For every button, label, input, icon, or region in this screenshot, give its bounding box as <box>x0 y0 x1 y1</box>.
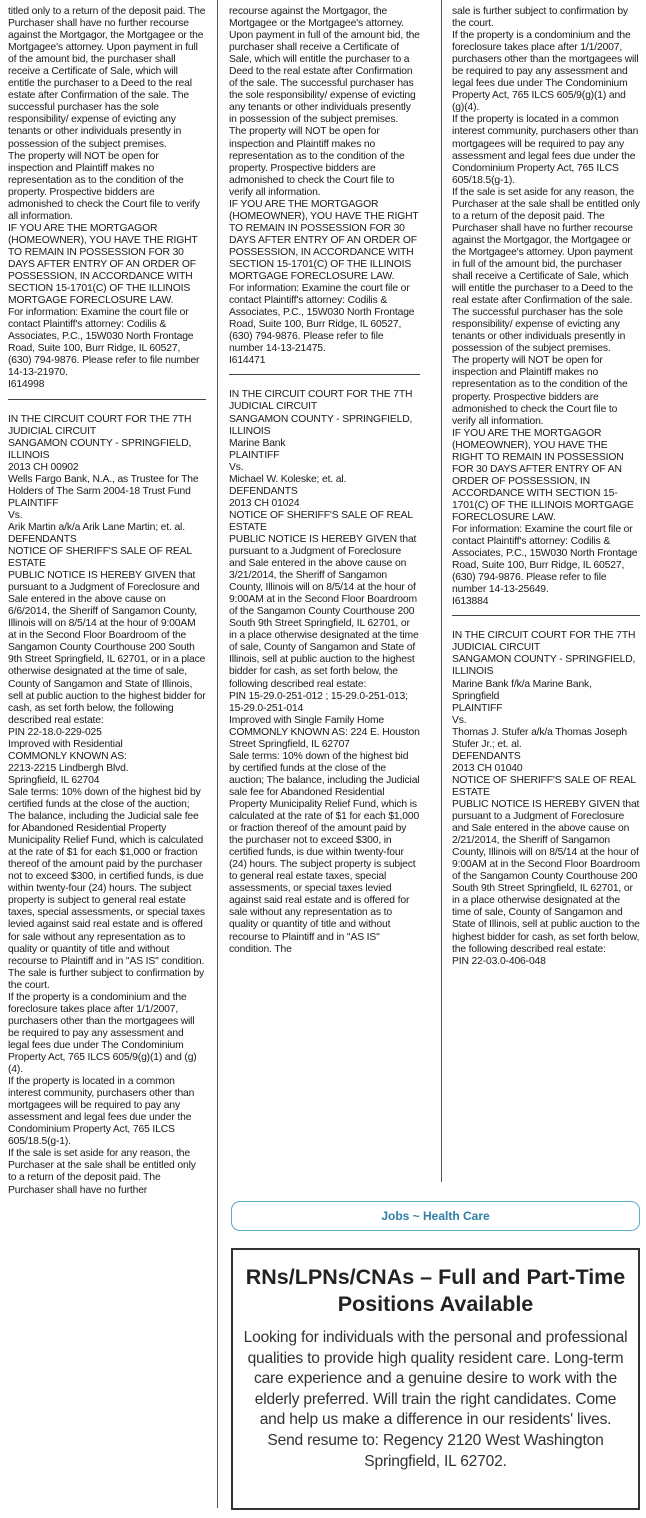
notice-paragraph: PIN 22-03.0-406-048 <box>452 955 546 967</box>
notice-paragraph: COMMONLY KNOWN AS: 224 E. Houston Street Springfield, IL 62707 <box>229 726 420 750</box>
notice-paragraph: titled only to a return of the deposit paid. The Purchaser shall have no further recourse against the Mortgagor, the Mortgagee or the Mortgagee's attorney. Upon payment in full of the amount bid, the purchaser shall receive a Certificate of Sale, which will entitle the purchaser to a Deed to the real estate after Confirmation of the sale. The successful purchaser has the sole responsibility/ expense of evicting any tenants or other individuals presently in possession of the subject premises. <box>8 6 206 150</box>
notice-paragraph: 2013 CH 00902 <box>8 461 79 473</box>
notice-paragraph: PIN 15-29.0-251-012 ; 15-29.0-251-013; 15-29.0-251-014 <box>229 690 408 714</box>
section-banner <box>231 1201 640 1231</box>
notice-paragraph: If the property is a condominium and the foreclosure takes place after 1/1/2007, purchasers other than the mortgagees will be required to pay any assessment and legal fees due under The Condominium Property Act, 765 ILCS 605/9(g)(1) and (g)(4). <box>452 30 639 114</box>
notice-paragraph: PLAINTIFF <box>8 497 59 509</box>
notice-paragraph: NOTICE OF SHERIFF'S SALE OF REAL ESTATE <box>452 774 636 798</box>
notice-paragraph: Sale terms: 10% down of the highest bid by certified funds at the close of the auction; The balance, including the Judicial sale fee for Abandoned Residential Property Municipality Relief Fund, which is calculated at the rate of $1 for each $1,000 or fraction thereof of the amount paid by the purchaser not to exceed $300, in certified funds, is due within twenty-four (24) hours. The subject property is subject to general real estate taxes, special assessments, or special taxes levied against said real estate and is offered for sale without any representation as to quality or quantity of title and without recourse to Plaintiff and in "AS IS" condition. The sale is further subject to confirmation by the court. <box>8 786 205 991</box>
notice-id: I613884 <box>452 596 489 608</box>
notice-paragraph: NOTICE OF SHERIFF'S SALE OF REAL ESTATE <box>8 546 192 570</box>
notice-paragraph: recourse against the Mortgagor, the Mortgagee or the Mortgagee's attorney. Upon payment in full of the amount bid, the purchaser shall receive a Certificate of Sale, which will entitle the purchaser to a Deed to the real estate after Confirmation of the sale. The successful purchaser has the sole responsibility/ expense of evicting any tenants or other individuals presently in possession of the subject premises. <box>229 6 420 126</box>
notice-paragraph: Thomas J. Stufer a/k/a Thomas Joseph Stufer Jr.; et. al. <box>452 726 627 750</box>
notice-paragraph: Arik Martin a/k/a Arik Lane Martin; et. al. <box>8 521 185 533</box>
legal-notice <box>229 389 420 955</box>
column-divider <box>217 0 218 1508</box>
notice-paragraph: If the property is a condominium and the foreclosure takes place after 1/1/2007, purchasers other than the mortgagees will be required to pay any assessment and legal fees due under The Condominium Property Act, 765 ILCS 605/9(g)(1) and (g)(4). <box>8 991 197 1076</box>
notice-paragraph: For information: Examine the court file or contact Plaintiff's attorney: Codilis & Associates, P.C., 15W030 North Frontage Road, Suite 100, Burr Ridge, IL 60527, (630) 794-9876. Please refer to file number 14-13-21475. <box>229 283 415 355</box>
notice-paragraph: PUBLIC NOTICE IS HEREBY GIVEN that pursuant to a Judgment of Foreclosure and Sale entered in the above cause on 6/6/2014, the Sheriff of Sangamon County, Illinois will on 8/5/14 at the hour of 9:00AM at in the Second Floor Boardroom of the Sangamon County Courthouse 200 South 9th Street Springfield, IL 62701, or in a place otherwise designated at the time of sale, County of Sangamon and State of Illinois, sell at public auction to the highest bidder for cash, as set forth below, the following described real estate: <box>8 570 206 726</box>
notice-paragraph: DEFENDANTS <box>229 485 298 497</box>
notice-paragraph: DEFENDANTS <box>8 533 77 545</box>
legal-notice-continued <box>8 6 206 392</box>
notice-paragraph: PUBLIC NOTICE IS HEREBY GIVEN that pursuant to a Judgment of Foreclosure and Sale entered in the above cause on 3/21/2014, the Sheriff of Sangamon County, Illinois will on 8/5/14 at the hour of 9:00AM at in the Second Floor Boardroom of the Sangamon County Courthouse 200 South 9th Street Springfield, IL 62701, or in a place otherwise designated at the time of sale, County of Sangamon and State of Illinois, sell at public auction to the highest bidder for cash, as set forth below, the following described real estate: <box>229 533 419 690</box>
notice-paragraph: SANGAMON COUNTY - SPRINGFIELD, ILLINOIS <box>8 437 192 461</box>
notice-paragraph: sale is further subject to confirmation by the court. <box>452 6 628 30</box>
notice-paragraph: PLAINTIFF <box>452 702 503 714</box>
legal-notice-continued <box>229 6 420 367</box>
notice-paragraph: Marine Bank <box>229 437 286 449</box>
notice-paragraph: 2013 CH 01024 <box>229 497 300 509</box>
notice-divider <box>229 374 420 375</box>
notice-paragraph: SANGAMON COUNTY - SPRINGFIELD, ILLINOIS <box>452 654 636 678</box>
notice-paragraph: Sale terms: 10% down of the highest bid by certified funds at the close of the auction; The balance, including the Judicial sale fee for Abandoned Residential Property Municipality Relief Fund, which is calculated at the rate of $1 for each $1,000 or fraction thereof of the amount paid by the purchaser not to exceed $300, in certified funds, is due within twenty-four (24) hours. The subject property is subject to general real estate taxes, special assessments, or special taxes levied against said real estate and is offered for sale without any representation as to quality or quantity of title and without recourse to Plaintiff and in "AS IS" condition. The <box>229 750 420 955</box>
notice-paragraph: PUBLIC NOTICE IS HEREBY GIVEN that pursuant to a Judgment of Foreclosure and Sale entered in the above cause on 2/21/2014, the Sheriff of Sangamon County, Illinois will on 8/5/14 at the hour of 9:00AM at in the Second Floor Boardroom of the Sangamon County Courthouse 200 South 9th Street Springfield, IL 62701, or in a place otherwise designated at the time of sale, County of Sangamon and State of Illinois, sell at public auction to the highest bidder for cash, as set forth below, the following described real estate: <box>452 799 640 955</box>
notice-paragraph: Vs. <box>452 714 467 726</box>
notice-id: I614471 <box>229 355 266 367</box>
notice-id: I614998 <box>8 379 45 391</box>
job-advertisement <box>231 1248 640 1510</box>
notice-paragraph: NOTICE OF SHERIFF'S SALE OF REAL ESTATE <box>229 509 413 533</box>
notice-paragraph: If the sale is set aside for any reason, the Purchaser at the sale shall be entitled only to a return of the deposit paid. The Purchaser shall have no further recourse against the Mortgagor, the Mortgagee or the Mortgagee's attorney. Upon payment in full of the amount bid, the purchaser shall receive a Certificate of Sale, which will entitle the purchaser to a Deed to the real estate after Confirmation of the sale. The successful purchaser has the sole responsibility/ expense of evicting any tenants or other individuals presently in possession of the subject premises. <box>452 186 640 355</box>
notice-paragraph: If the sale is set aside for any reason, the Purchaser at the sale shall be entitled only to a return of the deposit paid. The Purchaser shall have no further <box>8 1148 196 1196</box>
notice-paragraph: IN THE CIRCUIT COURT FOR THE 7TH JUDICIAL CIRCUIT <box>229 389 413 413</box>
notice-divider <box>452 615 640 616</box>
column-3 <box>452 6 640 1178</box>
legal-notice <box>452 630 640 967</box>
notice-paragraph: For information: Examine the court file or contact Plaintiff's attorney: Codilis & Associates, P.C., 15W030 North Frontage Road, Suite 100, Burr Ridge, IL 60527, (630) 794-9876. Please refer to file number 14-13-21970. <box>8 307 200 379</box>
notice-paragraph: Vs. <box>8 509 23 521</box>
notice-paragraph: Vs. <box>229 461 244 473</box>
notice-paragraph: DEFENDANTS <box>452 750 521 762</box>
notice-paragraph: SANGAMON COUNTY - SPRINGFIELD, ILLINOIS <box>229 413 413 437</box>
notice-paragraph: IN THE CIRCUIT COURT FOR THE 7TH JUDICIAL CIRCUIT <box>8 413 192 437</box>
notice-paragraph: COMMONLY KNOWN AS: <box>8 750 127 762</box>
notice-paragraph: 2013 CH 01040 <box>452 762 523 774</box>
column-1 <box>8 6 206 1512</box>
legal-notice-continued <box>452 6 640 608</box>
notice-paragraph: Wells Fargo Bank, N.A., as Trustee for The Holders of The Sarm 2004-18 Trust Fund <box>8 473 199 497</box>
column-divider <box>441 0 442 1182</box>
column-2 <box>229 6 420 1184</box>
notice-divider <box>8 399 206 400</box>
notice-paragraph: IF YOU ARE THE MORTGAGOR (HOMEOWNER), YOU HAVE THE RIGHT TO REMAIN IN POSSESSION FOR 30 DAYS AFTER ENTRY OF AN ORDER OF POSSESSION, IN ACCORDANCE WITH SECTION 15-1701(C) OF THE ILLINOIS MORTGAGE FORECLOSURE LAW. <box>229 198 419 283</box>
notice-paragraph: Michael W. Koleske; et. al. <box>229 473 347 485</box>
notice-paragraph: 2213-2215 Lindbergh Blvd. <box>8 762 129 774</box>
notice-paragraph: For information: Examine the court file or contact Plaintiff's attorney: Codilis & Associates, P.C., 15W030 North Frontage Road, Suite 100, Burr Ridge, IL 60527, (630) 794-9876. Please refer to file number 14-13-25649. <box>452 524 638 596</box>
notice-paragraph: PIN 22-18.0-229-025 <box>8 726 102 738</box>
notice-paragraph: The property will NOT be open for inspection and Plaintiff makes no representation as to the condition of the property. Prospective bidders are admonished to check the Court file to verify all information. <box>452 355 628 427</box>
notice-paragraph: Improved with Residential <box>8 738 123 750</box>
notice-paragraph: PLAINTIFF <box>229 449 280 461</box>
ad-headline: RNs/LPNs/CNAs – Full and Part-Time Positions Available <box>245 1265 626 1316</box>
legal-notice <box>8 414 206 1197</box>
notice-paragraph: Springfield, IL 62704 <box>8 774 100 786</box>
notice-paragraph: If the property is located in a common interest community, purchasers other than mortgagees will be required to pay any assessment and legal fees due under the Condominium Property Act, 765 ILCS 605/18.5(g-1). <box>452 114 639 186</box>
ad-body: Looking for individuals with the personal and professional qualities to provide high quality resident care. Long-term care experience and a genuine desire to work with the elderly preferred. Will train the right candidates. Come and help us make a difference in our residents' lives. Send resume to: Regency 2120 West Washington Springfield, IL 62702. <box>243 1329 628 1470</box>
section-banner-label: Jobs ~ Health Care <box>381 1209 490 1223</box>
notice-paragraph: The property will NOT be open for inspection and Plaintiff makes no representation as to the condition of the property. Prospective bidders are admonished to check the Court file to verify all information. <box>8 150 200 222</box>
notice-paragraph: Improved with Single Family Home <box>229 714 385 726</box>
notice-paragraph: IF YOU ARE THE MORTGAGOR (HOMEOWNER), YOU HAVE THE RIGHT TO REMAIN IN POSSESSION FOR 30 DAYS AFTER ENTRY OF AN ORDER OF POSSESSION, IN ACCORDANCE WITH SECTION 15-1701(C) OF THE ILLINOIS MORTGAGE FORECLOSURE LAW. <box>8 222 198 307</box>
notice-paragraph: The property will NOT be open for inspection and Plaintiff makes no representation as to the condition of the property. Prospective bidders are admonished to check the Court file to verify all information. <box>229 126 405 198</box>
notice-paragraph: If the property is located in a common interest community, purchasers other than mortgagees will be required to pay any assessment and legal fees due under the Condominium Property Act, 765 ILCS 605/18.5(g-1). <box>8 1076 195 1148</box>
notice-paragraph: IF YOU ARE THE MORTGAGOR (HOMEOWNER), YOU HAVE THE RIGHT TO REMAIN IN POSSESSION FOR 30 DAYS AFTER ENTRY OF AN ORDER OF POSSESSION, IN ACCORDANCE WITH SECTION 15-1701(C) OF THE ILLINOIS MORTGAGE FORECLOSURE LAW. <box>452 427 634 523</box>
notice-paragraph: Marine Bank f/k/a Marine Bank, Springfield <box>452 678 592 702</box>
notice-paragraph: IN THE CIRCUIT COURT FOR THE 7TH JUDICIAL CIRCUIT <box>452 630 636 654</box>
